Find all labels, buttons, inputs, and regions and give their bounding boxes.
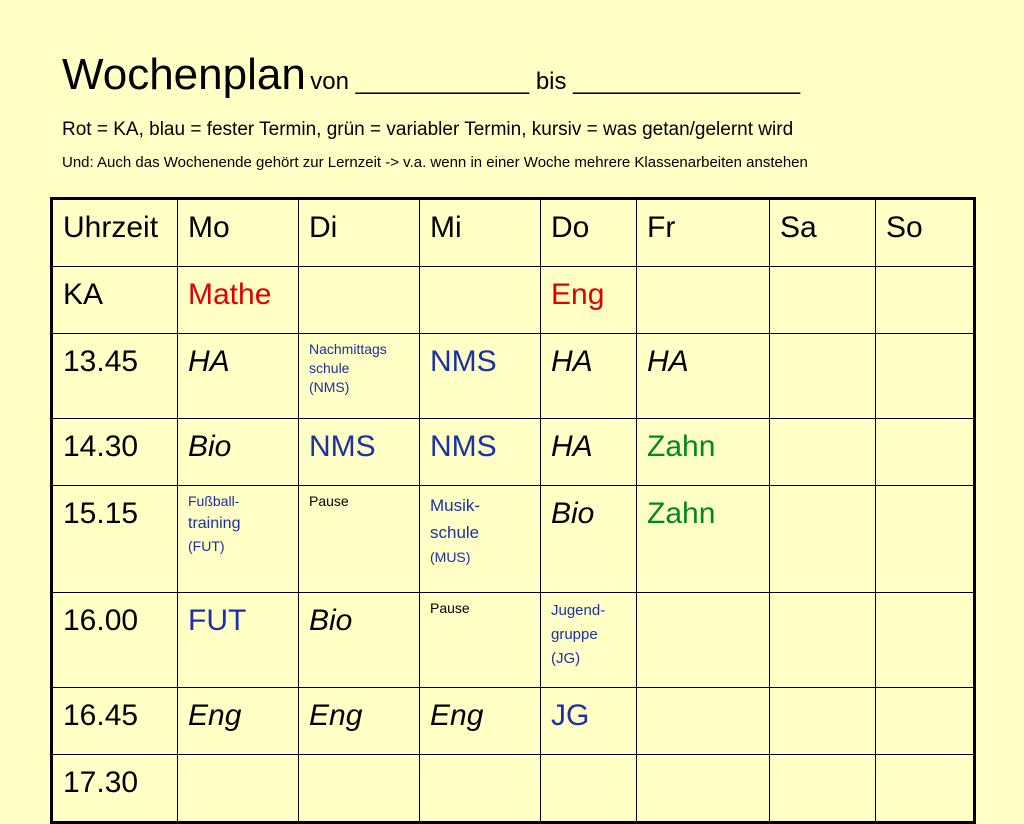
table-row [52, 755, 975, 823]
cell-mi: Eng [420, 688, 541, 755]
cell-line: Musik- [430, 496, 481, 515]
table-row [52, 334, 975, 419]
header-cell-so: So [876, 199, 975, 267]
cell-mo: Eng [178, 688, 299, 755]
header-row [52, 199, 975, 267]
cell-line: training [188, 515, 241, 532]
cell-fr [637, 593, 770, 688]
table-row [52, 419, 975, 486]
cell-do: HA [541, 419, 637, 486]
cell-line: schule [309, 360, 350, 376]
cell-sa [770, 419, 876, 486]
cell-mo [178, 486, 299, 593]
cell-di: Eng [299, 688, 420, 755]
header-cell-uhrzeit: Uhrzeit [52, 199, 178, 267]
cell-sa [770, 486, 876, 593]
weekend-note: Und: Auch das Wochenende gehört zur Lernzeit -> v.a. wenn in einer Woche mehrere Klassenarbeiten anstehen [62, 154, 808, 171]
header-cell-mo: Mo [178, 199, 299, 267]
cell-sa [770, 593, 876, 688]
cell-sa [770, 267, 876, 334]
header-cell-fr: Fr [637, 199, 770, 267]
header-cell-sa: Sa [770, 199, 876, 267]
title-main: Wochenplan [62, 50, 306, 99]
cell-do: JG [541, 688, 637, 755]
cell-fr: Zahn [637, 486, 770, 593]
cell-mo [178, 755, 299, 823]
table-row [52, 486, 975, 593]
cell-fr: Zahn [637, 419, 770, 486]
cell-di: Pause [299, 486, 420, 593]
cell-do: Bio [541, 486, 637, 593]
cell-so [876, 755, 975, 823]
cell-line: gruppe [551, 626, 598, 643]
cell-line: (JG) [551, 650, 581, 667]
cell-line: Nachmittags [309, 341, 387, 357]
page-title [62, 50, 800, 100]
header-cell-mi: Mi [420, 199, 541, 267]
color-legend: Rot = KA, blau = fester Termin, grün = variabler Termin, kursiv = was getan/gelernt wird [62, 119, 794, 140]
cell-mi [420, 755, 541, 823]
cell-do: Eng [541, 267, 637, 334]
cell-di [299, 755, 420, 823]
table-row [52, 688, 975, 755]
time-cell: 17.30 [52, 755, 178, 823]
cell-mi [420, 486, 541, 593]
cell-di [299, 267, 420, 334]
cell-mo: FUT [178, 593, 299, 688]
cell-mo: HA [178, 334, 299, 419]
cell-di: NMS [299, 419, 420, 486]
cell-fr [637, 755, 770, 823]
cell-do: HA [541, 334, 637, 419]
cell-line: (MUS) [430, 549, 471, 565]
cell-mi: NMS [420, 334, 541, 419]
table-row [52, 267, 975, 334]
cell-so [876, 593, 975, 688]
cell-di [299, 334, 420, 419]
cell-mo: Bio [178, 419, 299, 486]
cell-line: Fußball- [188, 493, 240, 509]
cell-so [876, 688, 975, 755]
header-cell-do: Do [541, 199, 637, 267]
time-cell: 15.15 [52, 486, 178, 593]
time-cell: 16.45 [52, 688, 178, 755]
table-row [52, 593, 975, 688]
cell-fr [637, 688, 770, 755]
cell-do [541, 593, 637, 688]
time-cell: 13.45 [52, 334, 178, 419]
cell-sa [770, 755, 876, 823]
cell-so [876, 419, 975, 486]
cell-line: (FUT) [188, 538, 225, 554]
cell-mi: NMS [420, 419, 541, 486]
cell-so [876, 267, 975, 334]
cell-line: Jugend- [551, 602, 606, 619]
cell-so [876, 486, 975, 593]
header-cell-di: Di [299, 199, 420, 267]
week-plan-table [50, 197, 976, 824]
cell-mi [420, 267, 541, 334]
cell-line: (NMS) [309, 379, 350, 395]
cell-fr [637, 267, 770, 334]
time-cell: 16.00 [52, 593, 178, 688]
cell-mi: Pause [420, 593, 541, 688]
cell-line: schule [430, 523, 480, 542]
time-cell: 14.30 [52, 419, 178, 486]
cell-do [541, 755, 637, 823]
time-cell: KA [52, 267, 178, 334]
cell-so [876, 334, 975, 419]
cell-sa [770, 334, 876, 419]
title-date-range: von _____________ bis _________________ [310, 68, 801, 95]
cell-fr: HA [637, 334, 770, 419]
cell-mo: Mathe [178, 267, 299, 334]
cell-di: Bio [299, 593, 420, 688]
cell-sa [770, 688, 876, 755]
